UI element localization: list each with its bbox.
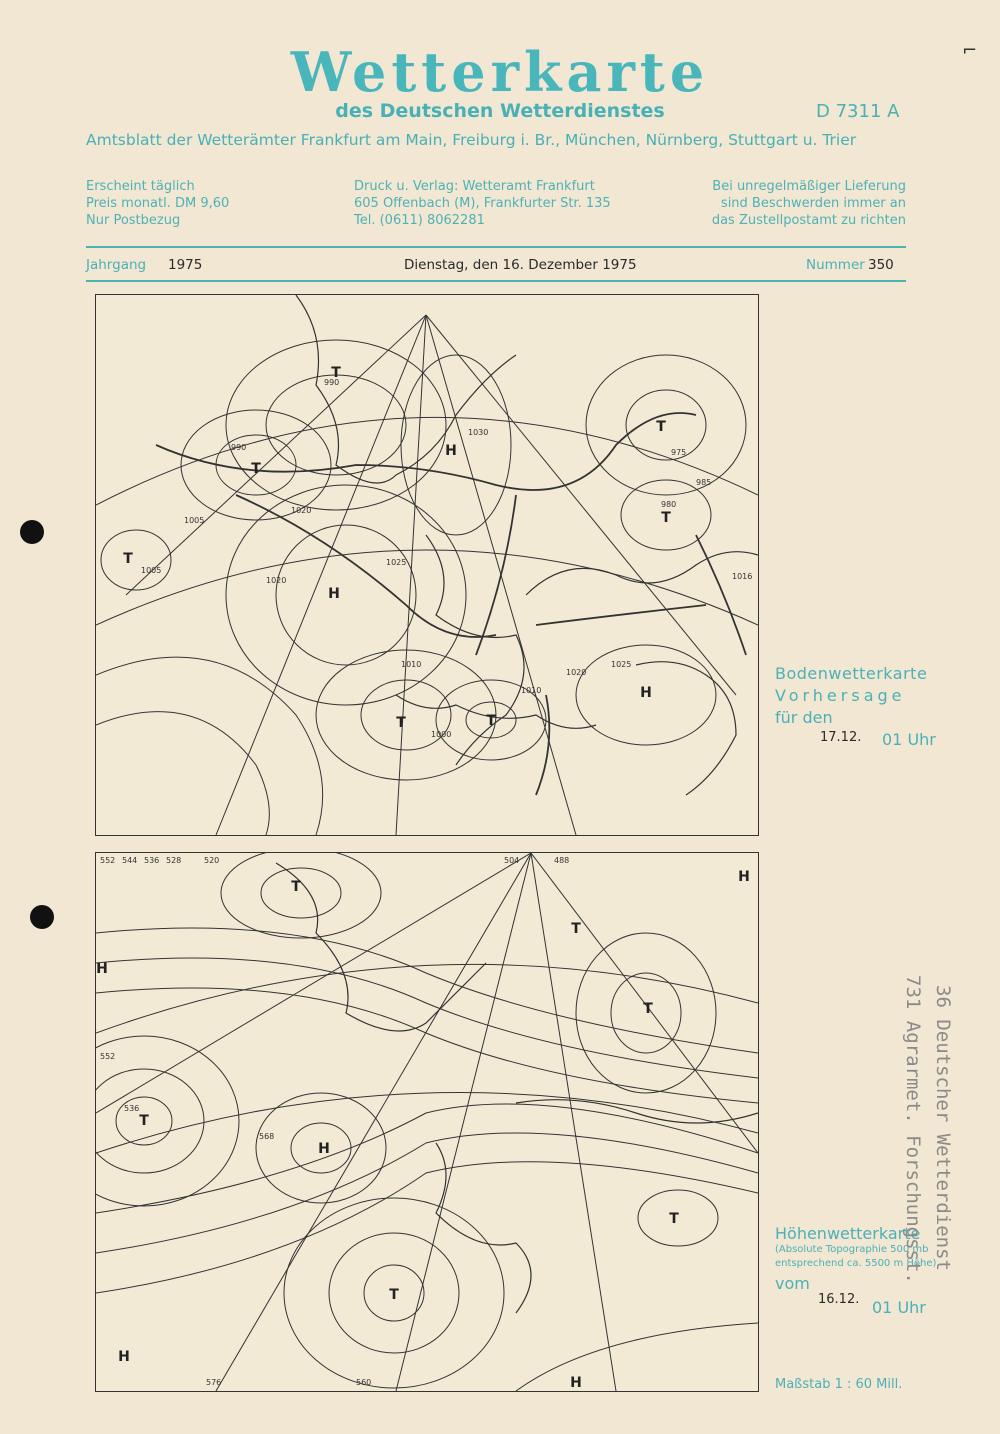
high-pressure-label: H	[445, 443, 457, 459]
isobar-value: 1005	[141, 566, 162, 575]
punch-hole	[30, 905, 54, 929]
issue-number: 350	[868, 257, 894, 273]
isobar-value: 1025	[386, 558, 407, 567]
isobar-value: 1020	[266, 576, 287, 585]
height-value: 568	[259, 1132, 275, 1141]
height-value: 536	[144, 856, 160, 865]
low-pressure-label: T	[331, 365, 341, 381]
punch-hole	[20, 520, 44, 544]
surface-map-caption: für den	[775, 708, 833, 727]
upper-map-drawing	[96, 853, 758, 1391]
low-pressure-label: T	[123, 551, 133, 567]
low-label: T	[139, 1113, 149, 1129]
surface-weather-map	[95, 294, 759, 836]
low-label: T	[571, 921, 581, 937]
upper-map-date: 16.12.	[818, 1292, 860, 1307]
info-line: sind Beschwerden immer an	[720, 196, 906, 211]
corner-mark: ⌐	[962, 40, 978, 61]
isobar-value: 1025	[611, 660, 632, 669]
info-line: Nur Postbezug	[86, 213, 181, 228]
library-stamp: 36 Deutscher Wetterdienst	[932, 985, 954, 1271]
height-value: 504	[504, 856, 520, 865]
low-label: T	[643, 1001, 653, 1017]
high-label: H	[318, 1141, 330, 1157]
isobar-value: 985	[696, 478, 712, 487]
newspaper-subtitle: des Deutschen Wetterdienstes	[335, 100, 665, 122]
low-pressure-label: T	[656, 419, 666, 435]
low-pressure-label: T	[396, 715, 406, 731]
info-line: Tel. (0611) 8062281	[354, 213, 485, 228]
delivery-info	[711, 178, 906, 229]
issuing-offices: Amtsblatt der Wetterämter Frankfurt am Main, Freiburg i. Br., München, Nürnberg, Stuttgart u. Trier	[86, 131, 857, 149]
surface-map-time: 01 Uhr	[882, 730, 936, 749]
low-label: T	[389, 1287, 399, 1303]
surface-map-caption: Vorhersage	[775, 686, 906, 705]
info-line: Druck u. Verlag: Wetteramt Frankfurt	[354, 179, 595, 194]
upper-map-subcaption: (Absolute Topographie 500 mb	[775, 1244, 929, 1255]
upper-air-map	[95, 852, 759, 1392]
meta-divider	[86, 280, 906, 282]
newspaper-title: Wetterkarte	[290, 40, 710, 104]
isobar-value: 1000	[431, 730, 452, 739]
isobar-value: 990	[324, 378, 340, 387]
surface-map-drawing	[96, 295, 758, 835]
upper-map-vom: vom	[775, 1274, 810, 1293]
isobar-value: 1010	[401, 660, 422, 669]
isobar-value: 1020	[566, 668, 587, 677]
isobar-value: 1030	[468, 428, 489, 437]
map-scale: Maßstab 1 : 60 Mill.	[775, 1377, 903, 1392]
high-label: H	[118, 1349, 130, 1365]
isobar-value: 975	[671, 448, 687, 457]
high-pressure-label: H	[640, 685, 652, 701]
high-label: H	[570, 1375, 582, 1391]
height-value: 520	[204, 856, 220, 865]
low-label: T	[291, 879, 301, 895]
upper-map-subcaption: entsprechend ca. 5500 m Höhe)	[775, 1258, 937, 1269]
isobar-value: 1005	[184, 516, 205, 525]
height-value: 552	[100, 1052, 116, 1061]
high-label: H	[738, 869, 750, 885]
isobar-value: 1016	[732, 572, 753, 581]
issue-number-label: Nummer	[806, 257, 865, 273]
isobar-value: 1020	[291, 506, 312, 515]
height-value: 528	[166, 856, 182, 865]
publisher-info	[354, 178, 611, 229]
low-pressure-label: T	[486, 713, 496, 729]
info-line: das Zustellpostamt zu richten	[711, 213, 906, 228]
issue-date: Dienstag, den 16. Dezember 1975	[404, 257, 637, 273]
surface-map-caption: Bodenwetterkarte	[775, 664, 928, 683]
low-pressure-label: T	[661, 510, 671, 526]
upper-map-caption: Höhenwetterkarte	[775, 1224, 921, 1243]
upper-map-time: 01 Uhr	[872, 1298, 926, 1317]
height-value: 544	[122, 856, 138, 865]
height-value: 552	[100, 856, 116, 865]
isobar-value: 1010	[521, 686, 542, 695]
height-value: 536	[124, 1104, 140, 1113]
volume-number: 1975	[168, 257, 203, 273]
low-label: T	[669, 1211, 679, 1227]
info-line: Bei unregelmäßiger Lieferung	[712, 179, 906, 194]
volume-label: Jahrgang	[86, 257, 147, 273]
height-value: 560	[356, 1378, 372, 1387]
info-line: Preis monatl. DM 9,60	[86, 196, 230, 211]
info-line: 605 Offenbach (M), Frankfurter Str. 135	[354, 196, 611, 211]
high-pressure-label: H	[328, 586, 340, 602]
library-stamp: 731 Agrarmet. Forschungsst.	[902, 975, 924, 1284]
isobar-value: 980	[661, 500, 677, 509]
info-line: Erscheint täglich	[86, 179, 195, 194]
height-value: 488	[554, 856, 570, 865]
surface-map-date: 17.12.	[820, 730, 862, 745]
high-label: H	[96, 961, 108, 977]
header-divider	[86, 246, 906, 248]
height-value: 576	[206, 1378, 222, 1387]
publication-code: D 7311 A	[816, 101, 900, 122]
subscription-info	[86, 178, 229, 229]
low-pressure-label: T	[251, 461, 261, 477]
isobar-value: 990	[231, 443, 247, 452]
